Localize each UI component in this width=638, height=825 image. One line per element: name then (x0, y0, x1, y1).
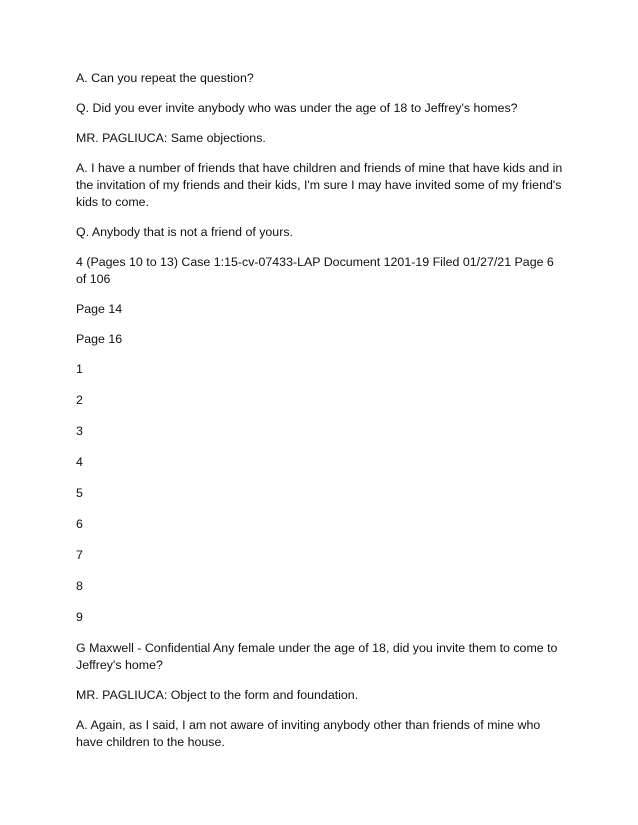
line-number: 2 (76, 393, 83, 407)
page-content (76, 70, 564, 764)
objection-form-foundation: MR. PAGLIUCA: Object to the form and foundation. (76, 688, 359, 702)
answer-not-aware: A. Again, as I said, I am not aware of inviting anybody other than friends of mine who have children to the house. (76, 718, 541, 749)
question-invite-under-18: Q. Did you ever invite anybody who was under the age of 18 to Jeffrey's homes? (76, 101, 518, 115)
answer-repeat-question: A. Can you repeat the question? (76, 71, 254, 85)
line-number: 9 (76, 610, 83, 624)
line-number: 6 (76, 517, 83, 531)
question-female-under-18: G Maxwell - Confidential Any female under the age of 18, did you invite them to come to Jeffrey's home? (76, 641, 558, 672)
page-label-14: Page 14 (76, 302, 123, 316)
objection-same: MR. PAGLIUCA: Same objections. (76, 131, 266, 145)
line-number: 8 (76, 579, 83, 593)
line-number: 3 (76, 424, 83, 438)
case-header-line: 4 (Pages 10 to 13) Case 1:15-cv-07433-LAP Document 1201-19 Filed 01/27/21 Page 6 of 106 (76, 255, 554, 286)
line-number: 1 (76, 362, 83, 376)
line-number: 7 (76, 548, 83, 562)
page-label-16: Page 16 (76, 332, 123, 346)
line-number: 4 (76, 455, 83, 469)
answer-friends-children: A. I have a number of friends that have children and friends of mine that have kids and in the invitation of my friends and their kids, I'm sure I may have invited some of my friend's kids to come. (76, 161, 563, 209)
question-not-a-friend: Q. Anybody that is not a friend of yours. (76, 225, 293, 239)
line-number: 5 (76, 486, 83, 500)
